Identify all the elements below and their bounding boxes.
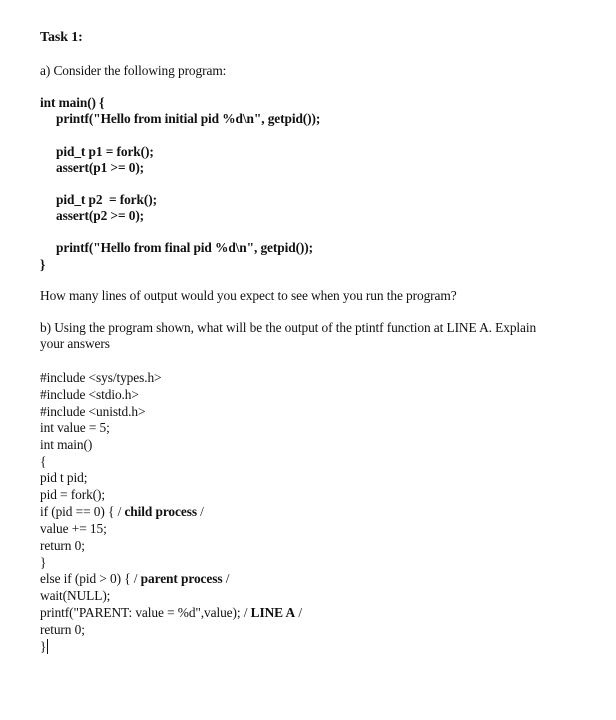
code-line-parent-branch [40,571,229,587]
code-line: int main() { [40,95,105,110]
code-line: pid_t p1 = fork(); [56,144,154,159]
code-text: / [196,504,204,519]
code-line: { [40,454,47,469]
code-line: } [40,555,47,570]
code-line-line-a [40,605,302,621]
child-process-comment: child process [124,504,197,519]
part-b-intro-line-1: b) Using the program shown, what will be the output of the ptintf function at LINE A. Explain [40,320,537,335]
text-cursor [47,639,48,654]
line-a-label: LINE A [250,605,296,620]
code-line: } [40,257,46,272]
code-text: else if (pid > 0) { / [40,571,141,586]
task-title: Task 1: [40,30,83,45]
code-line-child-branch [40,504,204,520]
code-line: return 0; [40,538,85,553]
code-line-final [40,639,48,655]
code-line: pid t pid; [40,470,88,485]
code-line: printf("Hello from final pid %d\n", getpid()); [56,240,314,255]
code-text: / [222,571,230,586]
part-b-intro-line-2: your answers [40,336,110,351]
parent-process-comment: parent process [140,571,223,586]
code-line: pid = fork(); [40,487,106,502]
code-line: int value = 5; [40,420,110,435]
code-text: / [295,605,302,620]
code-line: assert(p2 >= 0); [56,208,145,223]
code-line: int main() [40,437,93,452]
code-line: pid_t p2 = fork(); [56,192,157,207]
code-line: #include <stdio.h> [40,387,139,402]
code-line: return 0; [40,622,85,637]
code-line: #include <unistd.h> [40,404,146,419]
code-line: printf("Hello from initial pid %d\n", getpid()); [56,111,321,126]
part-a-question: How many lines of output would you expect to see when you run the program? [40,288,457,303]
code-line: value += 15; [40,521,107,536]
code-text: if (pid == 0) { / [40,504,125,519]
part-a-intro: a) Consider the following program: [40,63,227,78]
code-text: } [40,639,47,654]
code-line: wait(NULL); [40,588,111,603]
code-line: assert(p1 >= 0); [56,160,145,175]
code-line: #include <sys/types.h> [40,370,162,385]
code-text: printf("PARENT: value = %d",value); / [40,605,251,620]
